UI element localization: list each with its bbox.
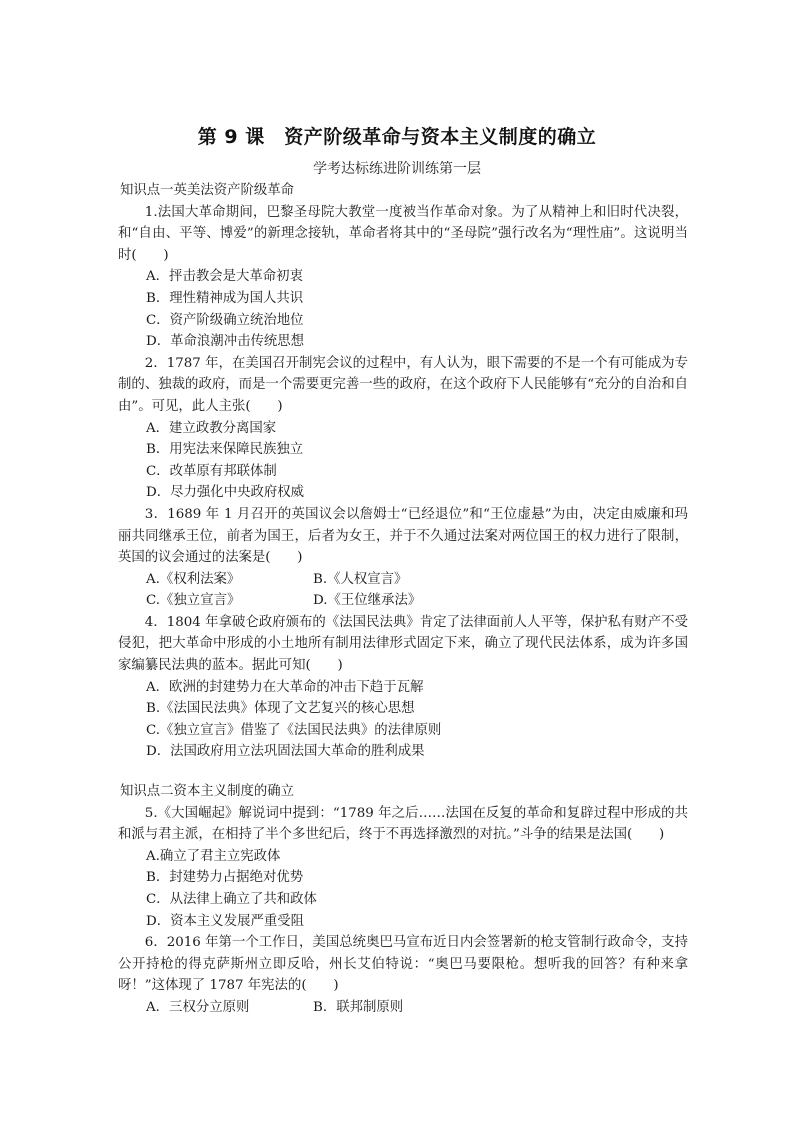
worksheet-content xyxy=(118,180,688,1019)
question-option: D．资本主义发展严重受阻 xyxy=(146,913,305,929)
question-option: C.《独立宣言》 xyxy=(146,593,241,609)
question-option: A.确立了君主立宪政体 xyxy=(146,848,281,864)
question-option: B.《人权宣言》 xyxy=(313,571,408,587)
option-row xyxy=(118,569,688,591)
option-row xyxy=(118,997,688,1019)
question-option: B．用宪法来保障民族独立 xyxy=(146,442,304,458)
question-stem: 2．1787 年，在美国召开制宪会议的过程中，有人认为，眼下需要的不是一个有可能成为专制的、独裁的政府，而是一个需要更完善一些的政府，在这个政府下人民能够有“充分的自治和自由”。可见，此人主张( ) xyxy=(118,355,688,414)
question-option: C.《独立宣言》借鉴了《法国民法典》的法律原则 xyxy=(146,722,442,738)
question-option: D.《王位继承法》 xyxy=(313,593,422,609)
question-stem: 5.《大国崛起》解说词中提到：“1789 年之后……法国在反复的革命和复辟过程中形成的共和派与君主派，在相持了半个多世纪后，终于不再选择激烈的对抗。”斗争的结果是法国( ) xyxy=(118,805,688,843)
question-option: D．法国政府用立法巩固法国大革命的胜利成果 xyxy=(146,744,425,760)
question-option: C．改革原有邦联体制 xyxy=(146,463,277,479)
question-option: D．尽力强化中央政府权威 xyxy=(146,485,305,501)
question-option: C．资产阶级确立统治地位 xyxy=(146,312,304,328)
question-option: B．理性精神成为国人共识 xyxy=(146,290,304,306)
option-row xyxy=(118,590,688,612)
question-stem: 6．2016 年第一个工作日，美国总统奥巴马宣布近日内会签署新的枪支管制行政命令，支持公开持枪的得克萨斯州立即反哈，州长艾伯特说：“奥巴马要限枪。想听我的回答？有种来拿呀！”这体现了 1787 年宪法的( ) xyxy=(118,935,688,994)
question-stem: 4．1804 年拿破仑政府颁布的《法国民法典》肯定了法律面前人人平等，保护私有财产不受侵犯，把大革命中形成的小土地所有制用法律形式固定下来，确立了现代民法体系，成为许多国家编纂民法典的蓝本。据此可知( ) xyxy=(118,614,688,674)
section-heading: 知识点二资本主义制度的确立 xyxy=(120,784,295,800)
question-option: B．封建势力占据绝对优势 xyxy=(146,870,304,886)
question-option: A．建立政教分离国家 xyxy=(146,420,277,436)
question-option: B．联邦制原则 xyxy=(313,999,404,1015)
question-option: A.《权利法案》 xyxy=(146,571,241,587)
question-option: A．抨击教会是大革命初衷 xyxy=(146,269,303,285)
question-option: A．欧洲的封建势力在大革命的冲击下趋于瓦解 xyxy=(146,679,424,695)
question-option: C．从法律上确立了共和政体 xyxy=(146,892,317,907)
question-option: A．三权分立原则 xyxy=(146,999,250,1015)
question-stem: 1.法国大革命期间，巴黎圣母院大教堂一度被当作革命对象。为了从精神上和旧时代决裂，和“自由、平等、博爱”的新理念接轨，革命者将其中的“圣母院”强行改名为“理性庙”。这说明当时( ) xyxy=(118,204,688,263)
question-option: D．革命浪潮冲击传统思想 xyxy=(146,334,305,350)
question-option: B.《法国民法典》体现了文艺复兴的核心思想 xyxy=(146,701,415,717)
lesson-title: 第 9 课 资产阶级革命与资本主义制度的确立 xyxy=(197,126,597,148)
practice-level-subtitle: 学考达标练进阶训练第一层 xyxy=(313,161,481,177)
question-stem: 3．1689 年 1 月召开的英国议会以詹姆士“已经退位”和“王位虚悬”为由，决定由威廉和玛丽共同继承王位，前者为国王，后者为女王，并于不久通过法案对两位国王的权力进行了限制，英国的议会通过的法案是( ) xyxy=(118,506,688,566)
section-heading: 知识点一英美法资产阶级革命 xyxy=(120,183,295,198)
